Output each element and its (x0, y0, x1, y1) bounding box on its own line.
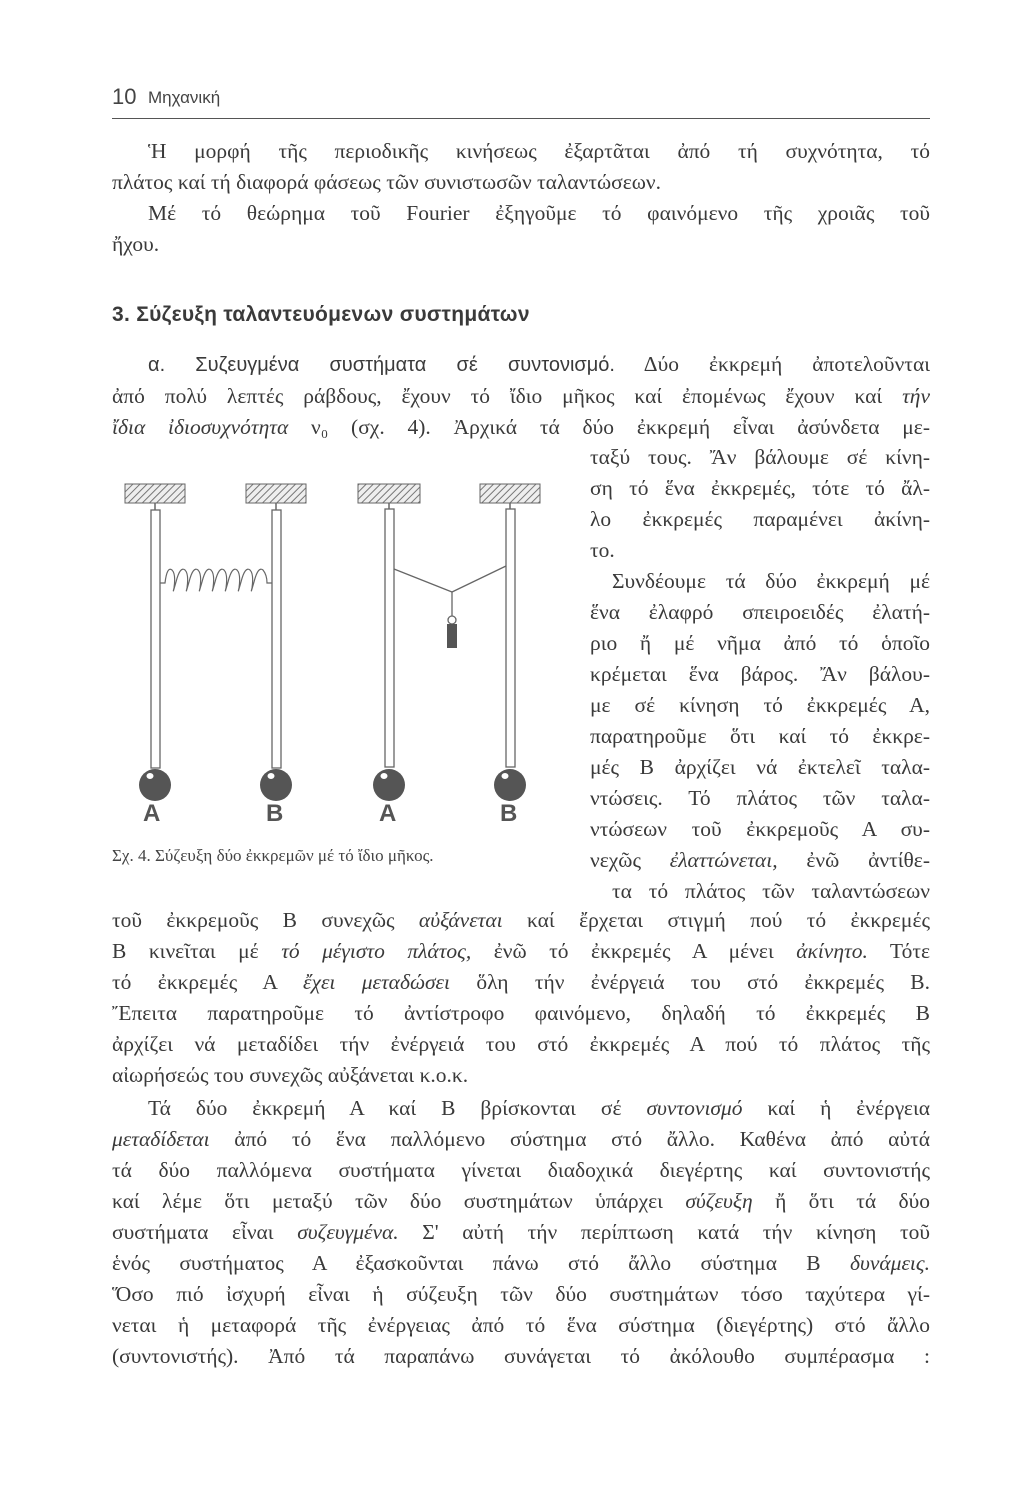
text-line: Συνδέουμε τά δύο ἐκκρεμή μέ (612, 569, 930, 593)
text-line: ριο ἤ μέ νῆμα ἀπό τό ὁποῖο (590, 631, 930, 655)
text-line: ἤχου. (112, 232, 160, 256)
intro-text (112, 136, 930, 260)
text-line: τοῦ ἐκκρεμοῦς Β συνεχῶς αὐξάνεται καί ἔρχεται στιγμή πού τό ἐκκρεμές (112, 908, 930, 932)
text-line: Ἔπειτα παρατηροῦμε τό ἀντίστροφο φαινόμενο, δηλαδή τό ἐκκρεμές Β (112, 1001, 930, 1025)
text-line: τά δύο παλλόμενα συστήματα γίνεται διαδοχικά διεγέρτης καί συντονιστής (112, 1158, 930, 1182)
text-line: ἕνα ἐλαφρό σπειροειδές ἐλατή- (590, 600, 930, 624)
text-line: καί λέμε ὅτι μεταξύ τῶν δύο συστημάτων ὑπάρχει σύζευξη ἤ ὅτι τά δύο (112, 1189, 930, 1213)
text-line: πλάτος καί τή διαφορά φάσεως τῶν συνιστωσῶν ταλαντώσεων. (112, 170, 662, 194)
text-line: λο ἐκκρεμές παραμένει ἀκίνη- (590, 507, 930, 531)
page-number: 10 (112, 84, 137, 109)
text-line: κρέμεται ἕνα βάρος. Ἄν βάλου- (590, 662, 930, 686)
text-line: με σέ κίνηση τό ἐκκρεμές Α, (590, 693, 930, 717)
text-line: Ὅσο πιό ἰσχυρή εἶναι ἡ σύζευξη τῶν δύο συστημάτων τόσο ταχύτερα γί- (112, 1282, 930, 1306)
text-line: μές Β ἀρχίζει νά ἐκτελεῖ ταλα- (590, 755, 930, 779)
page-header (112, 80, 930, 118)
pendulum-label-a: A (143, 800, 161, 827)
text-line: τό ἐκκρεμές Α ἔχει μεταδώσει ὅλη τήν ἐνέργειά του στό ἐκκρεμές Β. (112, 970, 930, 994)
subsection-a-text (112, 349, 930, 443)
ceiling-supports (125, 484, 540, 503)
text-line: παρατηροῦμε ὅτι καί τό ἐκκρε- (590, 724, 930, 748)
figure-coupled-pendulums (110, 478, 570, 878)
pendulum-label-b: B (266, 800, 284, 827)
text-line: α. Συζευγμένα συστήματα σέ συντονισμό. Δύο ἐκκρεμή ἀποτελοῦνται (148, 352, 930, 376)
text-line: τα τό πλάτος τῶν ταλαντώσεων (612, 879, 930, 903)
text-line: Β κινεῖται μέ τό μέγιστο πλάτος, ἐνῶ τό ἐκκρεμές Α μένει ἀκίνητο. Τότε (112, 939, 930, 963)
resonance-paragraph (112, 1093, 930, 1372)
text-line: το. (590, 538, 615, 562)
text-line: αἰωρήσεώς του συνεχῶς αὐξάνεται κ.ο.κ. (112, 1063, 469, 1087)
hanging-weight (447, 624, 457, 648)
section-heading: 3. Σύζευξη ταλαντευόμενων συστημάτων (112, 303, 530, 326)
text-line: (συντονιστής). Ἀπό τά παραπάνω συνάγεται τό ἀκόλουθο συμπέρασμα : (112, 1344, 930, 1368)
text-line: ταξύ τους. Ἄν βάλουμε σέ κίνη- (590, 445, 930, 469)
text-line: Μέ τό θεώρημα τοῦ Fourier ἐξηγοῦμε τό φαινόμενο τῆς χροιᾶς τοῦ (148, 201, 930, 225)
text-line: συστήματα εἶναι συζευγμένα. Σ' αὐτή τήν περίπτωση κατά τήν κίνηση τοῦ (112, 1220, 930, 1244)
spring-icon (160, 569, 272, 591)
text-line: ση τό ἕνα ἐκκρεμές, τότε τό ἄλ- (590, 476, 930, 500)
figure-caption: Σχ. 4. Σύζευξη δύο ἐκκρεμῶν μέ τό ἴδιο μῆκος. (112, 846, 434, 865)
text-line: ἑνός συστήματος Α ἐξασκοῦνται πάνω στό ἄλλο σύστημα Β δυνάμεις. (112, 1251, 930, 1275)
text-line: ἀπό πολύ λεπτές ράβδους, ἔχουν τό ἴδιο μῆκος καί ἐπομένως ἔχουν καί τήν (112, 384, 930, 408)
header-rule (112, 118, 930, 119)
text-line: μεταδίδεται ἀπό τό ἕνα παλλόμενο σύστημα στό ἄλλο. Καθένα ἀπό αὐτά (112, 1127, 930, 1151)
pendulum-label-b2: B (500, 800, 518, 827)
pendulum-label-a2: A (379, 800, 397, 827)
text-line: ἀρχίζει νά μεταδίδει τήν ἐνέργειά του στό ἐκκρεμές Α πού τό πλάτος τῆς (112, 1032, 930, 1056)
text-line: ντώσεις. Τό πλάτος τῶν ταλα- (590, 786, 930, 810)
text-line: Ἡ μορφή τῆς περιοδικῆς κινήσεως ἐξαρτᾶται ἀπό τή συχνότητα, τό (148, 139, 930, 163)
pendulum-diagram (110, 478, 570, 848)
text-line: νεχῶς ἐλαττώνεται, ἐνῶ ἀντίθε- (590, 848, 930, 872)
text-line: Τά δύο ἐκκρεμή Α καί Β βρίσκονται σέ συντονισμό καί ἡ ἐνέργεια (148, 1096, 930, 1120)
text-line: νεται ἡ μεταφορά τῆς ἐνέργειας ἀπό τό ἕνα σύστημα (διεγέρτης) στό ἄλλο (112, 1313, 930, 1337)
running-title: Μηχανική (148, 88, 221, 107)
right-column-text (590, 442, 930, 907)
text-line: ντώσεων τοῦ ἐκκρεμοῦς Α συ- (590, 817, 930, 841)
subsection-label: α. Συζευγμένα συστήματα σέ συντονισμό. (148, 354, 615, 376)
continued-paragraph (112, 905, 930, 1091)
text-line: ἴδια ἰδιοσυχνότητα ν₀ (σχ. 4). Ἀρχικά τά δύο ἐκκρεμή εἶναι ἀσύνδετα με- (112, 415, 930, 439)
